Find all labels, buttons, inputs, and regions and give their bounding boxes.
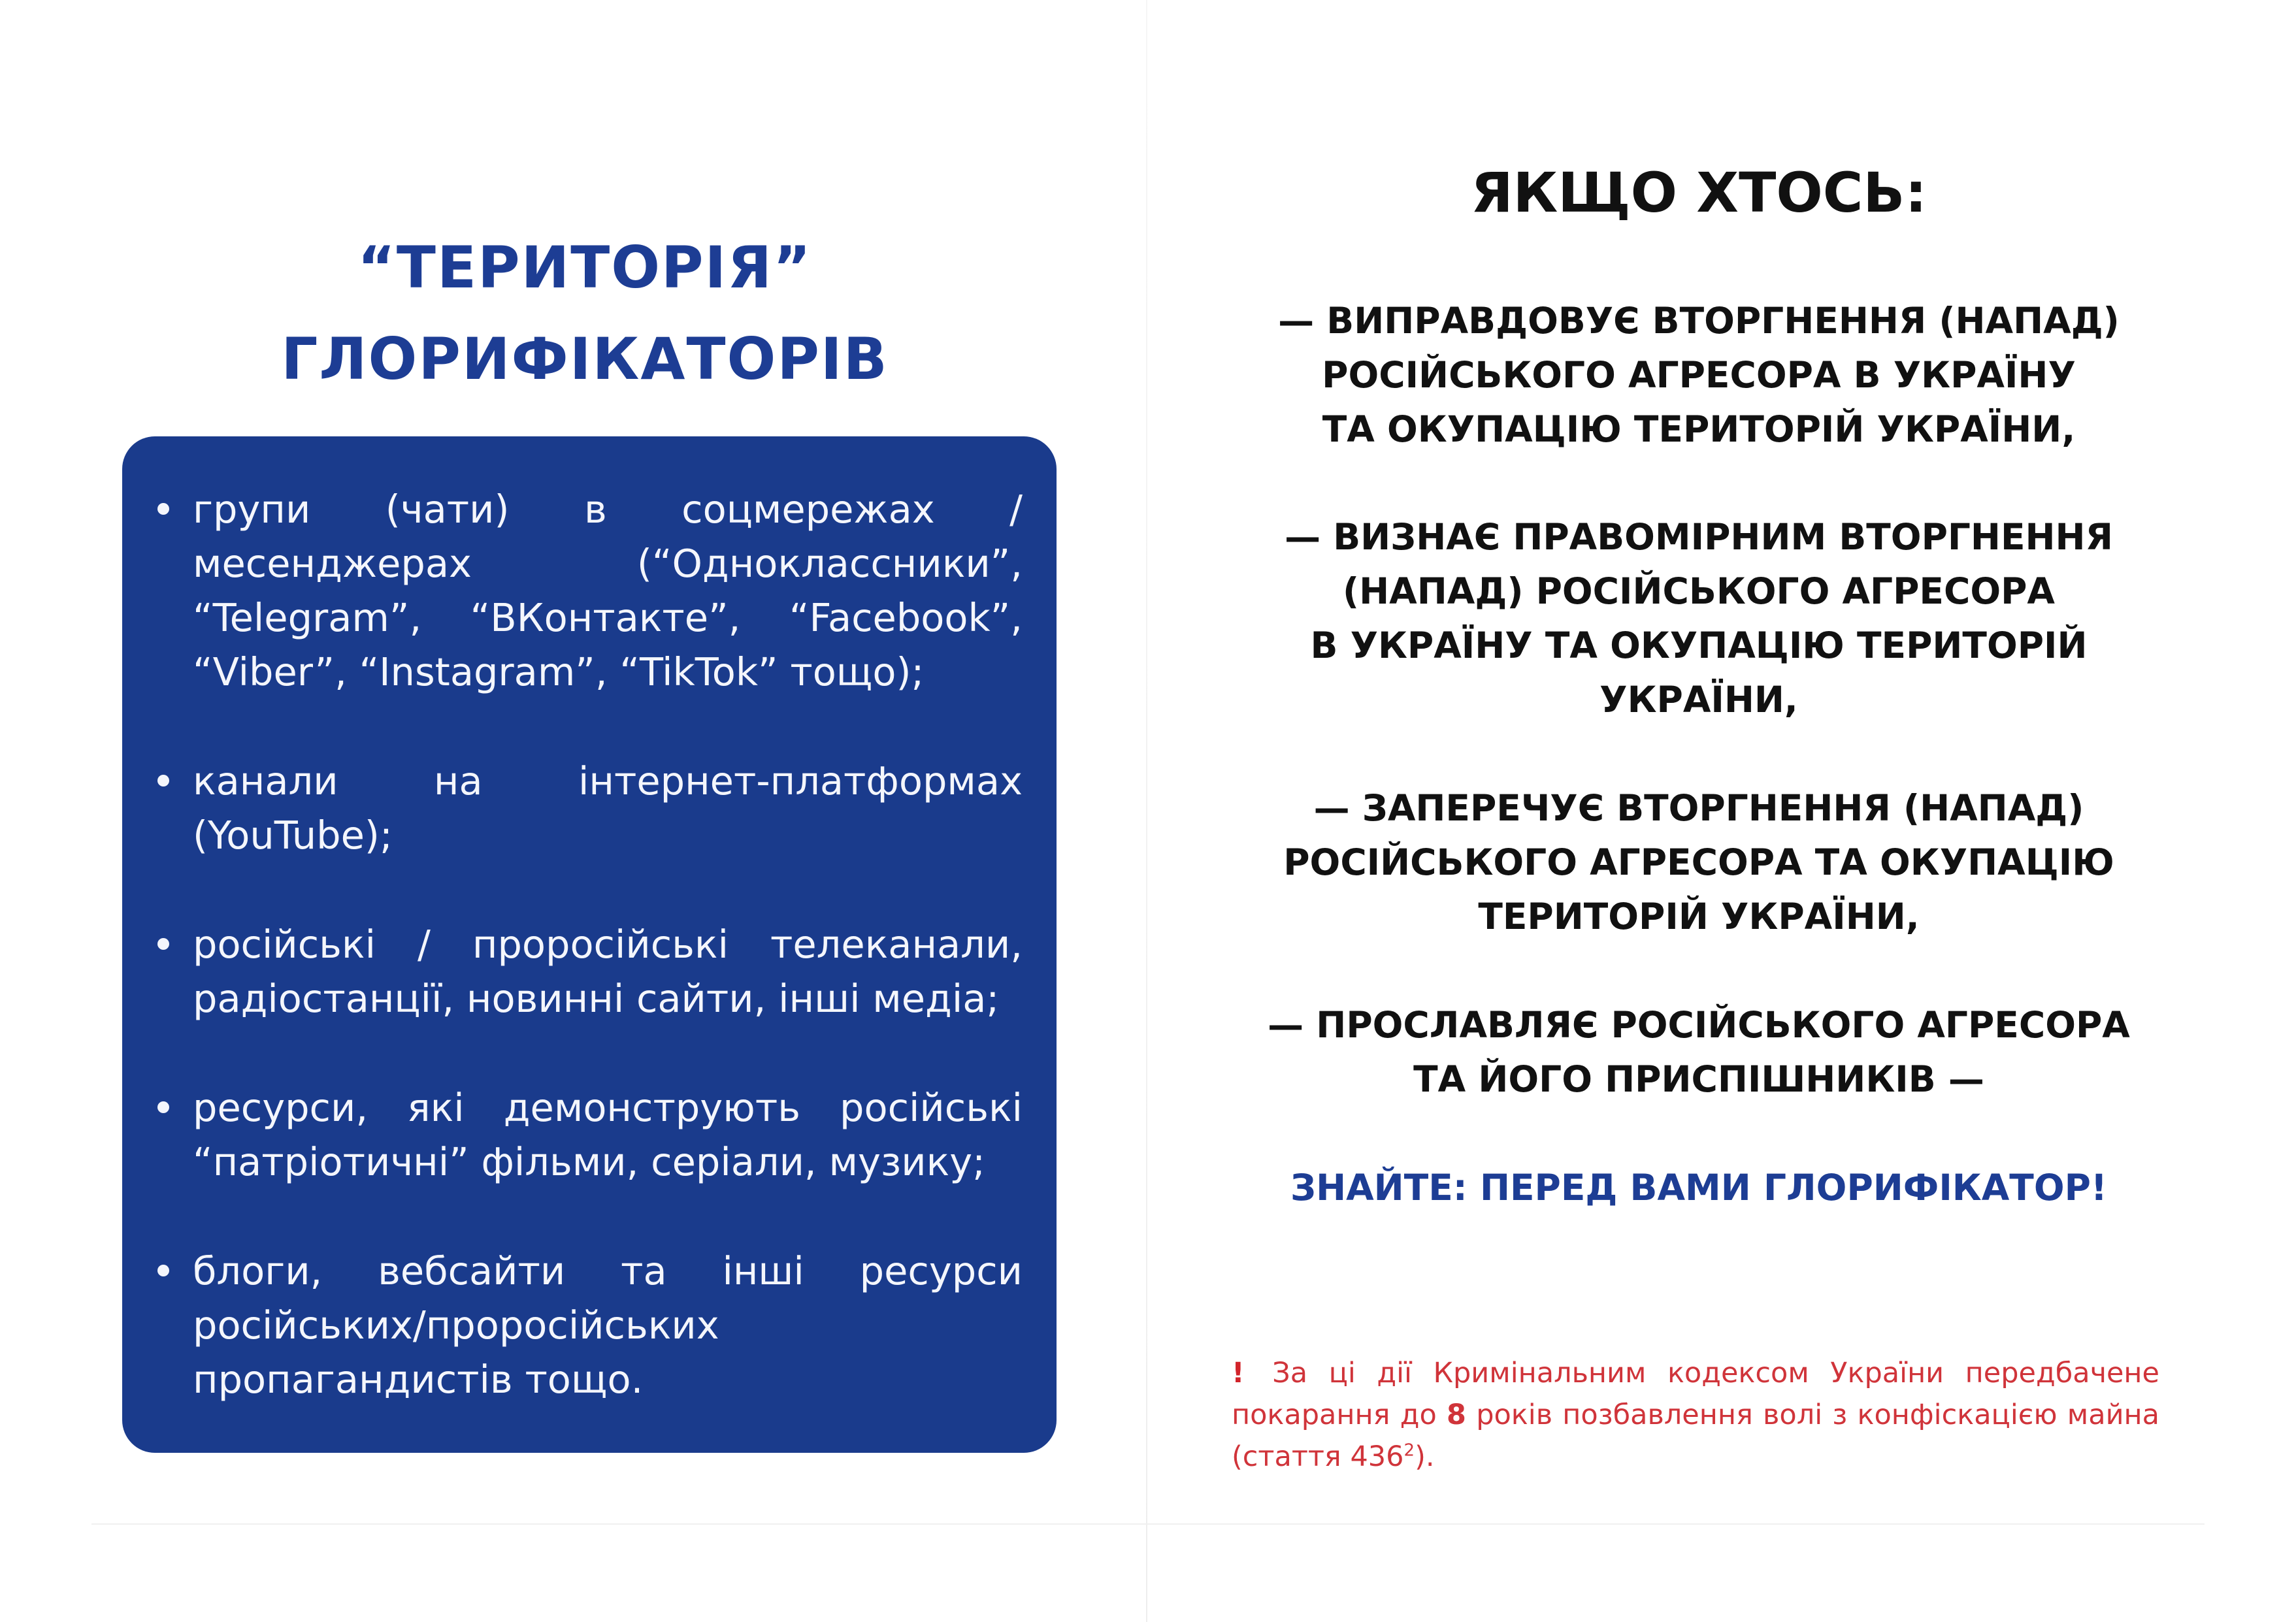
list-item-text: канали на інтернет-платформах (YouTube); <box>193 758 1023 858</box>
note-closing: ). <box>1415 1440 1435 1473</box>
bullet-icon <box>157 775 169 787</box>
legal-warning-note <box>1232 1352 2159 1478</box>
list-item-text: блоги, вебсайти та інші ресурси російських/проросійських пропагандистів тощо. <box>193 1248 1023 1402</box>
clause-line: В УКРАЇНУ ТА ОКУПАЦІЮ ТЕРИТОРІЙ <box>1310 624 2088 666</box>
clause-line: — ВИЗНАЄ ПРАВОМІРНИМ ВТОРГНЕННЯ <box>1285 516 2113 558</box>
bullet-icon <box>157 1265 169 1276</box>
note-text-before: За ці дії Кримінальним кодексом України передбачене покарання до <box>1232 1357 2159 1431</box>
note-article: 436 <box>1350 1440 1404 1473</box>
clause-denies <box>1222 781 2176 944</box>
clause-line: — ВИПРАВДОВУЄ ВТОРГНЕННЯ (НАПАД) <box>1278 300 2120 342</box>
bullet-icon <box>157 1101 169 1113</box>
clause-line: ТЕРИТОРІЙ УКРАЇНИ, <box>1478 896 1920 937</box>
left-title-line-1: “ТЕРИТОРІЯ” <box>357 234 812 301</box>
list-item <box>156 917 1023 1026</box>
list-item <box>156 1080 1023 1189</box>
list-item-text: ресурси, які демонструють російські “патріотичні” фільми, серіали, музику; <box>193 1085 1023 1184</box>
list-item <box>156 482 1023 699</box>
note-text-after: років позбавлення волі з конфіскацією майна (стаття <box>1232 1399 2160 1473</box>
clause-line: РОСІЙСЬКОГО АГРЕСОРА В УКРАЇНУ <box>1322 354 2076 396</box>
clause-line: УКРАЇНИ, <box>1599 679 1798 721</box>
clause-glorifies <box>1222 998 2176 1107</box>
left-page-title <box>111 222 1058 405</box>
bullet-icon <box>157 503 169 515</box>
exclamation-icon: ! <box>1232 1357 1245 1389</box>
territory-list <box>156 482 1023 1406</box>
bottom-divider <box>91 1523 2205 1525</box>
clause-line: ТА ОКУПАЦІЮ ТЕРИТОРІЙ УКРАЇНИ, <box>1322 408 2076 450</box>
note-article-sup: 2 <box>1403 1440 1415 1461</box>
clause-justifies <box>1222 294 2176 457</box>
call-to-action: ЗНАЙТЕ: ПЕРЕД ВАМИ ГЛОРИФІКАТОР! <box>1290 1167 2107 1208</box>
clause-line: ТА ЙОГО ПРИСПІШНИКІВ — <box>1413 1058 1984 1100</box>
clause-recognizes <box>1222 510 2176 727</box>
list-item <box>156 1244 1023 1406</box>
fold-line <box>1146 0 1147 1622</box>
territory-list-panel <box>122 436 1057 1453</box>
note-years: 8 <box>1447 1399 1466 1431</box>
list-item <box>156 754 1023 862</box>
clause-line: — ПРОСЛАВЛЯЄ РОСІЙСЬКОГО АГРЕСОРА <box>1268 1004 2130 1046</box>
list-item-text: групи (чати) в соцмережах / месенджерах (“Одноклассники”, “Telegram”, “ВКонтакте”, “Facebook”, “Viber”, “Instagram”, “TikTok” тощо); <box>193 487 1023 694</box>
right-page-title: ЯКЩО ХТОСЬ: <box>1470 161 1927 225</box>
clause-line: (НАПАД) РОСІЙСЬКОГО АГРЕСОРА <box>1343 570 2055 612</box>
clause-line: РОСІЙСЬКОГО АГРЕСОРА ТА ОКУПАЦІЮ <box>1283 841 2114 883</box>
bullet-icon <box>157 938 169 950</box>
clause-line: — ЗАПЕРЕЧУЄ ВТОРГНЕННЯ (НАПАД) <box>1313 787 2084 829</box>
list-item-text: російські / проросійські телеканали, радіостанції, новинні сайти, інші медіа; <box>193 922 1023 1021</box>
left-title-line-2: ГЛОРИФІКАТОРІВ <box>281 325 889 393</box>
